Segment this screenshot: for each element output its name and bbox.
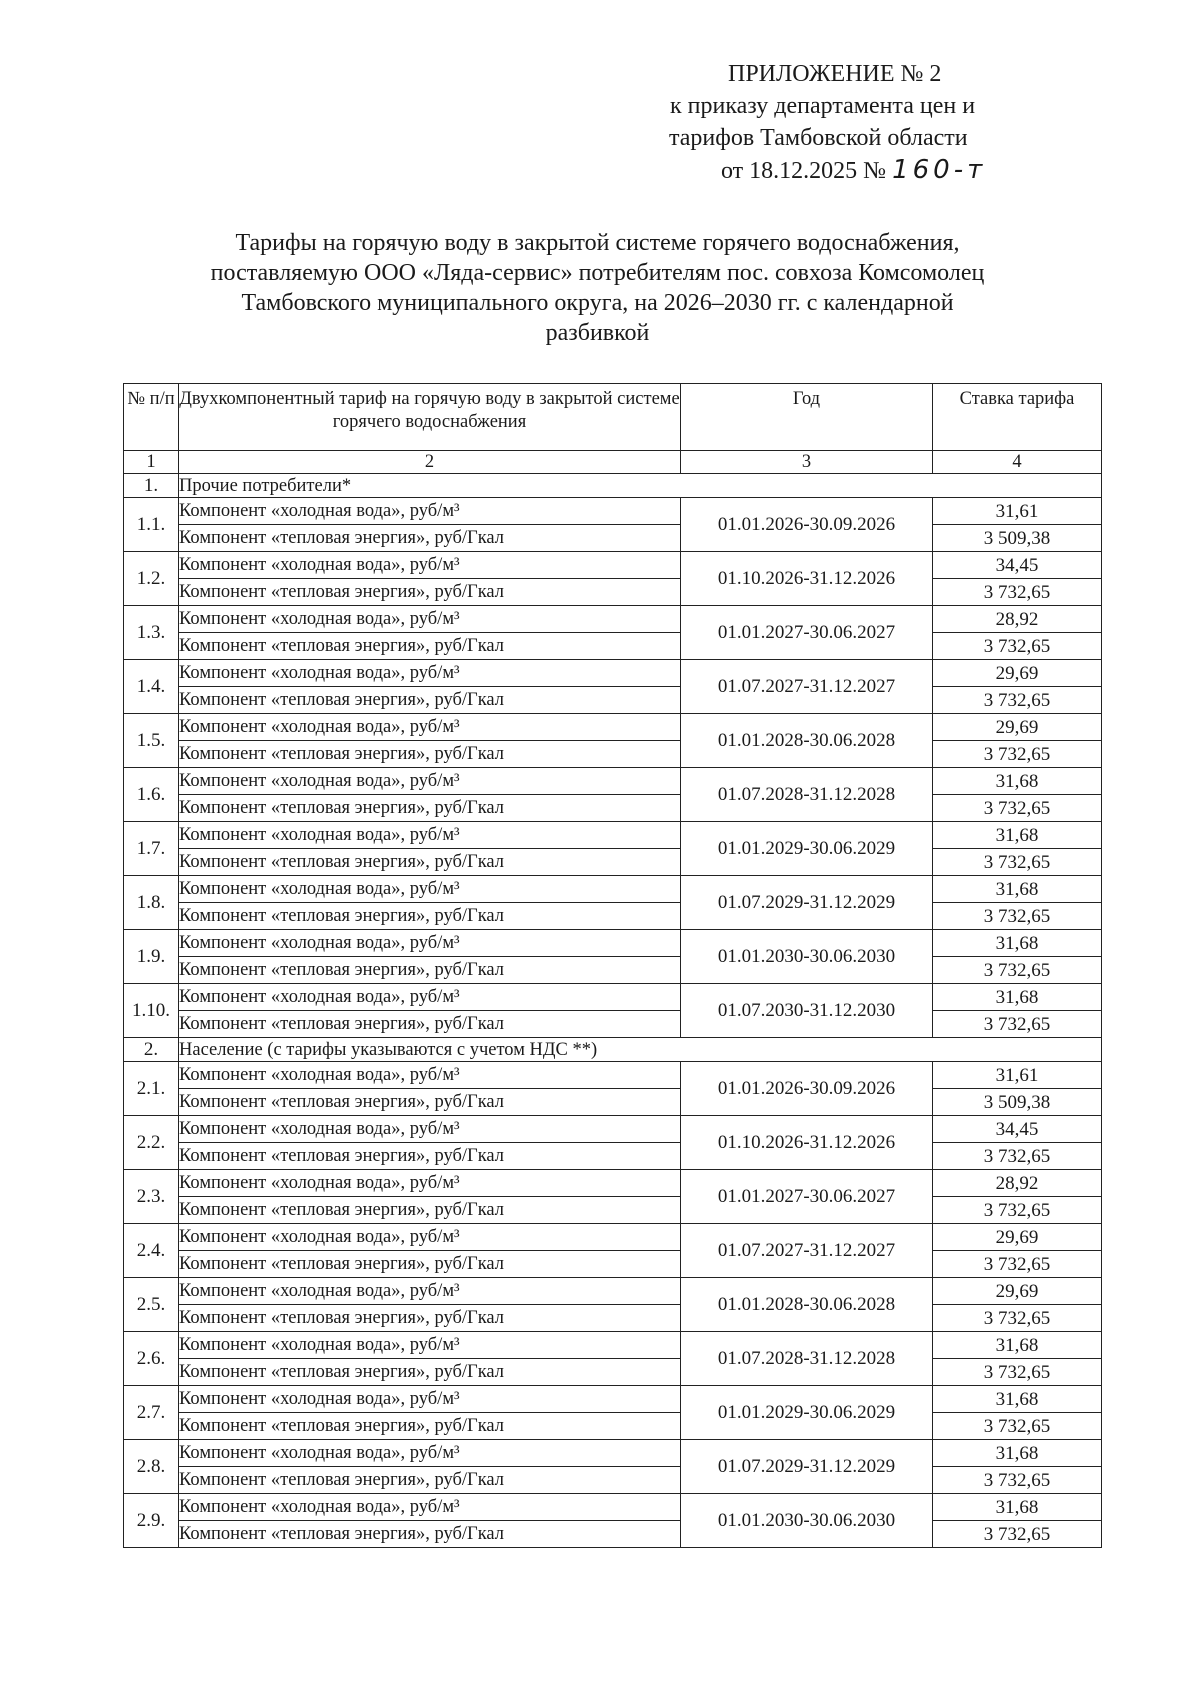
- rate-heat-energy: 3 732,65: [933, 741, 1102, 768]
- component-heat-energy: Компонент «тепловая энергия», руб/Гкал: [179, 741, 681, 768]
- table-row: [124, 714, 1102, 741]
- period: 01.07.2028-31.12.2028: [681, 768, 933, 822]
- table-row: [124, 1440, 1102, 1467]
- rate-heat-energy: 3 732,65: [933, 957, 1102, 984]
- component-heat-energy: Компонент «тепловая энергия», руб/Гкал: [179, 1089, 681, 1116]
- rate-heat-energy: 3 732,65: [933, 903, 1102, 930]
- component-cold-water: Компонент «холодная вода», руб/м³: [179, 1386, 681, 1413]
- rate-cold-water: 29,69: [933, 1278, 1102, 1305]
- table-row: [124, 1197, 1102, 1224]
- appendix-department-line: тарифов Тамбовской области: [669, 125, 968, 151]
- document-title: [120, 228, 1075, 348]
- row-number: 1.3.: [124, 606, 179, 660]
- component-cold-water: Компонент «холодная вода», руб/м³: [179, 1170, 681, 1197]
- rate-heat-energy: 3 732,65: [933, 687, 1102, 714]
- component-heat-energy: Компонент «тепловая энергия», руб/Гкал: [179, 849, 681, 876]
- col-number: 2: [179, 451, 681, 474]
- component-cold-water: Компонент «холодная вода», руб/м³: [179, 930, 681, 957]
- period: 01.07.2027-31.12.2027: [681, 660, 933, 714]
- title-line: Тарифы на горячую воду в закрытой системе горячего водоснабжения,: [235, 230, 960, 256]
- col-number: 1: [124, 451, 179, 474]
- rate-cold-water: 34,45: [933, 1116, 1102, 1143]
- rate-heat-energy: 3 732,65: [933, 849, 1102, 876]
- component-heat-energy: Компонент «тепловая энергия», руб/Гкал: [179, 1305, 681, 1332]
- table-row: [124, 1413, 1102, 1440]
- rate-cold-water: 29,69: [933, 1224, 1102, 1251]
- period: 01.01.2030-30.06.2030: [681, 1494, 933, 1548]
- component-heat-energy: Компонент «тепловая энергия», руб/Гкал: [179, 525, 681, 552]
- component-cold-water: Компонент «холодная вода», руб/м³: [179, 1278, 681, 1305]
- period: 01.07.2028-31.12.2028: [681, 1332, 933, 1386]
- period: 01.01.2027-30.06.2027: [681, 606, 933, 660]
- rate-cold-water: 28,92: [933, 606, 1102, 633]
- section-number: 2.: [124, 1038, 179, 1062]
- component-cold-water: Компонент «холодная вода», руб/м³: [179, 1440, 681, 1467]
- component-heat-energy: Компонент «тепловая энергия», руб/Гкал: [179, 1413, 681, 1440]
- rate-cold-water: 31,68: [933, 1440, 1102, 1467]
- rate-cold-water: 31,68: [933, 768, 1102, 795]
- period: 01.07.2030-31.12.2030: [681, 984, 933, 1038]
- table-row: [124, 1116, 1102, 1143]
- component-heat-energy: Компонент «тепловая энергия», руб/Гкал: [179, 903, 681, 930]
- rate-heat-energy: 3 732,65: [933, 1251, 1102, 1278]
- table-row: [124, 525, 1102, 552]
- component-heat-energy: Компонент «тепловая энергия», руб/Гкал: [179, 633, 681, 660]
- table-row: [124, 768, 1102, 795]
- row-number: 1.10.: [124, 984, 179, 1038]
- appendix-header: [655, 58, 1075, 187]
- period: 01.01.2026-30.09.2026: [681, 498, 933, 552]
- component-cold-water: Компонент «холодная вода», руб/м³: [179, 714, 681, 741]
- tariff-table: [123, 383, 1102, 1548]
- row-number: 2.9.: [124, 1494, 179, 1548]
- rate-cold-water: 31,68: [933, 1332, 1102, 1359]
- col-header-number: № п/п: [124, 384, 179, 451]
- row-number: 1.4.: [124, 660, 179, 714]
- table-row: [124, 1143, 1102, 1170]
- rate-heat-energy: 3 732,65: [933, 633, 1102, 660]
- rate-heat-energy: 3 732,65: [933, 1467, 1102, 1494]
- period: 01.07.2029-31.12.2029: [681, 876, 933, 930]
- rate-heat-energy: 3 732,65: [933, 1011, 1102, 1038]
- row-number: 2.1.: [124, 1062, 179, 1116]
- table-row: [124, 1467, 1102, 1494]
- table-row: [124, 1494, 1102, 1521]
- table-row: [124, 957, 1102, 984]
- period: 01.01.2028-30.06.2028: [681, 1278, 933, 1332]
- row-number: 1.6.: [124, 768, 179, 822]
- rate-heat-energy: 3 732,65: [933, 1359, 1102, 1386]
- rate-cold-water: 31,68: [933, 984, 1102, 1011]
- row-number: 1.8.: [124, 876, 179, 930]
- appendix-date: от 18.12.2025 №: [721, 158, 887, 184]
- component-heat-energy: Компонент «тепловая энергия», руб/Гкал: [179, 579, 681, 606]
- table-row: [124, 795, 1102, 822]
- component-cold-water: Компонент «холодная вода», руб/м³: [179, 498, 681, 525]
- table-row: [124, 579, 1102, 606]
- component-cold-water: Компонент «холодная вода», руб/м³: [179, 1116, 681, 1143]
- rate-cold-water: 31,68: [933, 822, 1102, 849]
- section-row: [124, 1038, 1102, 1062]
- period: 01.01.2029-30.06.2029: [681, 822, 933, 876]
- component-heat-energy: Компонент «тепловая энергия», руб/Гкал: [179, 795, 681, 822]
- rate-cold-water: 31,68: [933, 930, 1102, 957]
- title-line: Тамбовского муниципального округа, на 2026–2030 гг. с календарной: [241, 290, 954, 316]
- row-number: 2.2.: [124, 1116, 179, 1170]
- rate-cold-water: 31,68: [933, 1386, 1102, 1413]
- table-row: [124, 1359, 1102, 1386]
- table-body: [124, 474, 1102, 1548]
- table-row: [124, 1011, 1102, 1038]
- col-number: 4: [933, 451, 1102, 474]
- rate-heat-energy: 3 732,65: [933, 795, 1102, 822]
- rate-heat-energy: 3 732,65: [933, 1413, 1102, 1440]
- row-number: 2.7.: [124, 1386, 179, 1440]
- table-row: [124, 822, 1102, 849]
- appendix-order-line: к приказу департамента цен и: [670, 93, 976, 119]
- table-row: [124, 498, 1102, 525]
- table-row: [124, 903, 1102, 930]
- component-cold-water: Компонент «холодная вода», руб/м³: [179, 822, 681, 849]
- rate-cold-water: 31,68: [933, 876, 1102, 903]
- component-cold-water: Компонент «холодная вода», руб/м³: [179, 768, 681, 795]
- appendix-title: ПРИЛОЖЕНИЕ № 2: [728, 61, 942, 87]
- component-cold-water: Компонент «холодная вода», руб/м³: [179, 876, 681, 903]
- col-header-year: Год: [681, 384, 933, 451]
- table-row: [124, 1332, 1102, 1359]
- column-numbers-row: [124, 451, 1102, 474]
- section-title: Население (с тарифы указываются с учетом НДС **): [179, 1038, 1102, 1062]
- period: 01.07.2027-31.12.2027: [681, 1224, 933, 1278]
- table-row: [124, 606, 1102, 633]
- row-number: 2.6.: [124, 1332, 179, 1386]
- component-heat-energy: Компонент «тепловая энергия», руб/Гкал: [179, 687, 681, 714]
- rate-cold-water: 31,68: [933, 1494, 1102, 1521]
- period: 01.07.2029-31.12.2029: [681, 1440, 933, 1494]
- rate-heat-energy: 3 732,65: [933, 1197, 1102, 1224]
- rate-heat-energy: 3 732,65: [933, 579, 1102, 606]
- component-cold-water: Компонент «холодная вода», руб/м³: [179, 984, 681, 1011]
- component-heat-energy: Компонент «тепловая энергия», руб/Гкал: [179, 1143, 681, 1170]
- table-header-row: [124, 384, 1102, 451]
- component-heat-energy: Компонент «тепловая энергия», руб/Гкал: [179, 957, 681, 984]
- order-number-handwritten: 160-т: [892, 155, 987, 185]
- row-number: 2.8.: [124, 1440, 179, 1494]
- component-heat-energy: Компонент «тепловая энергия», руб/Гкал: [179, 1521, 681, 1548]
- table-row: [124, 1305, 1102, 1332]
- row-number: 1.7.: [124, 822, 179, 876]
- component-heat-energy: Компонент «тепловая энергия», руб/Гкал: [179, 1011, 681, 1038]
- period: 01.01.2029-30.06.2029: [681, 1386, 933, 1440]
- table-row: [124, 1251, 1102, 1278]
- component-heat-energy: Компонент «тепловая энергия», руб/Гкал: [179, 1251, 681, 1278]
- period: 01.01.2030-30.06.2030: [681, 930, 933, 984]
- col-header-tariff: Двухкомпонентный тариф на горячую воду в закрытой системе горячего водоснабжения: [179, 384, 681, 451]
- period: 01.10.2026-31.12.2026: [681, 552, 933, 606]
- period: 01.10.2026-31.12.2026: [681, 1116, 933, 1170]
- table-row: [124, 1224, 1102, 1251]
- rate-cold-water: 34,45: [933, 552, 1102, 579]
- component-cold-water: Компонент «холодная вода», руб/м³: [179, 1062, 681, 1089]
- component-heat-energy: Компонент «тепловая энергия», руб/Гкал: [179, 1467, 681, 1494]
- rate-heat-energy: 3 509,38: [933, 525, 1102, 552]
- table-row: [124, 1521, 1102, 1548]
- component-heat-energy: Компонент «тепловая энергия», руб/Гкал: [179, 1197, 681, 1224]
- table-row: [124, 741, 1102, 768]
- row-number: 1.9.: [124, 930, 179, 984]
- rate-cold-water: 31,61: [933, 498, 1102, 525]
- rate-cold-water: 31,61: [933, 1062, 1102, 1089]
- component-heat-energy: Компонент «тепловая энергия», руб/Гкал: [179, 1359, 681, 1386]
- section-title: Прочие потребители*: [179, 474, 1102, 498]
- section-number: 1.: [124, 474, 179, 498]
- component-cold-water: Компонент «холодная вода», руб/м³: [179, 1332, 681, 1359]
- table-row: [124, 1386, 1102, 1413]
- title-line: поставляемую ООО «Ляда-сервис» потребителям пос. совхоза Комсомолец: [210, 260, 985, 286]
- table-row: [124, 1278, 1102, 1305]
- title-line: разбивкой: [545, 320, 650, 346]
- table-row: [124, 930, 1102, 957]
- component-cold-water: Компонент «холодная вода», руб/м³: [179, 1494, 681, 1521]
- row-number: 1.1.: [124, 498, 179, 552]
- component-cold-water: Компонент «холодная вода», руб/м³: [179, 606, 681, 633]
- rate-heat-energy: 3 509,38: [933, 1089, 1102, 1116]
- table-row: [124, 1089, 1102, 1116]
- table-row: [124, 633, 1102, 660]
- table-row: [124, 687, 1102, 714]
- period: 01.01.2027-30.06.2027: [681, 1170, 933, 1224]
- row-number: 2.4.: [124, 1224, 179, 1278]
- rate-heat-energy: 3 732,65: [933, 1143, 1102, 1170]
- rate-cold-water: 29,69: [933, 714, 1102, 741]
- col-number: 3: [681, 451, 933, 474]
- component-cold-water: Компонент «холодная вода», руб/м³: [179, 660, 681, 687]
- period: 01.01.2026-30.09.2026: [681, 1062, 933, 1116]
- table-row: [124, 1062, 1102, 1089]
- rate-cold-water: 29,69: [933, 660, 1102, 687]
- section-row: [124, 474, 1102, 498]
- appendix-date-line: [655, 154, 1075, 187]
- col-header-rate: Ставка тарифа: [933, 384, 1102, 451]
- table-row: [124, 849, 1102, 876]
- row-number: 2.5.: [124, 1278, 179, 1332]
- period: 01.01.2028-30.06.2028: [681, 714, 933, 768]
- row-number: 1.5.: [124, 714, 179, 768]
- table-row: [124, 984, 1102, 1011]
- rate-cold-water: 28,92: [933, 1170, 1102, 1197]
- table-row: [124, 552, 1102, 579]
- rate-heat-energy: 3 732,65: [933, 1521, 1102, 1548]
- table-row: [124, 660, 1102, 687]
- component-cold-water: Компонент «холодная вода», руб/м³: [179, 1224, 681, 1251]
- rate-heat-energy: 3 732,65: [933, 1305, 1102, 1332]
- row-number: 2.3.: [124, 1170, 179, 1224]
- table-row: [124, 1170, 1102, 1197]
- component-cold-water: Компонент «холодная вода», руб/м³: [179, 552, 681, 579]
- table-row: [124, 876, 1102, 903]
- row-number: 1.2.: [124, 552, 179, 606]
